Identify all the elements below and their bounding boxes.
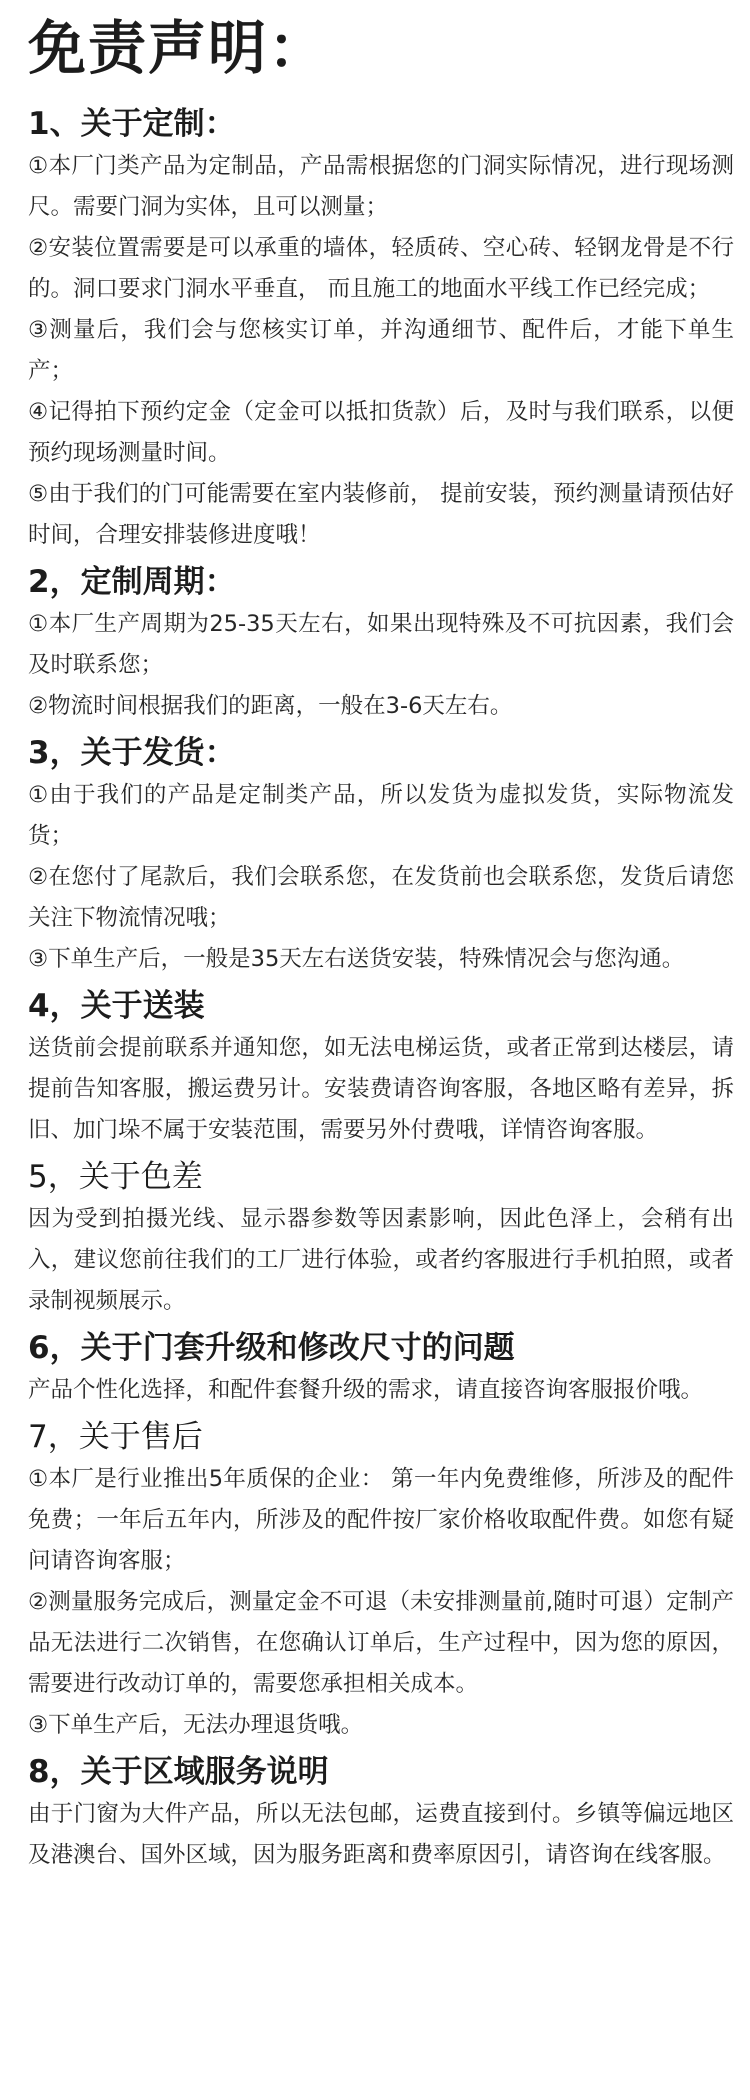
paragraph: ③下单生产后，一般是35天左右送货安装，特殊情况会与您沟通。 bbox=[28, 946, 685, 972]
section-heading: 5，关于色差 bbox=[28, 1159, 203, 1195]
section-production-cycle bbox=[28, 560, 750, 727]
paragraph: ②测量服务完成后，测量定金不可退（未安排测量前,随时可退）定制产品无法进行二次销售，在您确认订单后，生产过程中，因为您的原因，需要进行改动订单的，需要您承担相关成本。 bbox=[28, 1589, 734, 1697]
paragraph: 送货前会提前联系并通知您，如无法电梯运货，或者正常到达楼层，请提前告知客服，搬运费另计。安装费请咨询客服，各地区略有差异，拆旧、加门垛不属于安装范围，需要另外付费哦，详情咨询客服。 bbox=[28, 1035, 734, 1143]
paragraph: ①本厂门类产品为定制品，产品需根据您的门洞实际情况，进行现场测尺。需要门洞为实体，且可以测量； bbox=[28, 153, 734, 220]
paragraph: ①本厂是行业推出5年质保的企业： 第一年内免费维修，所涉及的配件免费；一年后五年内，所涉及的配件按厂家价格收取配件费。如您有疑问请咨询客服； bbox=[28, 1466, 734, 1574]
section-delivery-installation bbox=[28, 984, 750, 1151]
paragraph: ⑤由于我们的门可能需要在室内装修前， 提前安装，预约测量请预估好时间，合理安排装修进度哦！ bbox=[28, 481, 734, 548]
section-heading: 4，关于送装 bbox=[28, 988, 205, 1024]
section-regional-service bbox=[28, 1750, 750, 1876]
section-heading: 2，定制周期： bbox=[28, 564, 236, 600]
section-heading: 6，关于门套升级和修改尺寸的问题 bbox=[28, 1330, 515, 1366]
paragraph: ②在您付了尾款后，我们会联系您，在发货前也会联系您，发货后请您关注下物流情况哦； bbox=[28, 864, 734, 931]
section-heading: 8，关于区域服务说明 bbox=[28, 1754, 329, 1790]
paragraph: ①本厂生产周期为25-35天左右，如果出现特殊及不可抗因素，我们会及时联系您； bbox=[28, 611, 734, 678]
paragraph: 因为受到拍摄光线、显示器参数等因素影响，因此色泽上，会稍有出入，建议您前往我们的工厂进行体验，或者约客服进行手机拍照，或者录制视频展示。 bbox=[28, 1206, 734, 1314]
section-shipping bbox=[28, 731, 750, 980]
section-color-difference bbox=[28, 1155, 750, 1322]
paragraph: ①由于我们的产品是定制类产品，所以发货为虚拟发货，实际物流发货； bbox=[28, 782, 734, 849]
section-customization bbox=[28, 102, 750, 556]
section-heading: 7，关于售后 bbox=[28, 1419, 203, 1455]
paragraph: ②安装位置需要是可以承重的墙体，轻质砖、空心砖、轻钢龙骨是不行的。洞口要求门洞水平垂直， 而且施工的地面水平线工作已经完成； bbox=[28, 235, 734, 302]
paragraph: ③下单生产后，无法办理退货哦。 bbox=[28, 1712, 364, 1738]
page-title: 免责声明： bbox=[28, 14, 329, 82]
section-upgrade-resize bbox=[28, 1326, 750, 1411]
section-after-sales bbox=[28, 1415, 750, 1746]
paragraph: ③测量后，我们会与您核实订单，并沟通细节、配件后，才能下单生产； bbox=[28, 317, 734, 384]
paragraph: ④记得拍下预约定金（定金可以抵扣货款）后，及时与我们联系，以便预约现场测量时间。 bbox=[28, 399, 734, 466]
paragraph: ②物流时间根据我们的距离，一般在3-6天左右。 bbox=[28, 693, 513, 719]
section-heading: 1、关于定制： bbox=[28, 106, 236, 142]
paragraph: 由于门窗为大件产品，所以无法包邮，运费直接到付。乡镇等偏远地区及港澳台、国外区域，因为服务距离和费率原因引，请咨询在线客服。 bbox=[28, 1801, 734, 1868]
section-heading: 3，关于发货： bbox=[28, 735, 236, 771]
paragraph: 产品个性化选择，和配件套餐升级的需求，请直接咨询客服报价哦。 bbox=[28, 1377, 704, 1403]
